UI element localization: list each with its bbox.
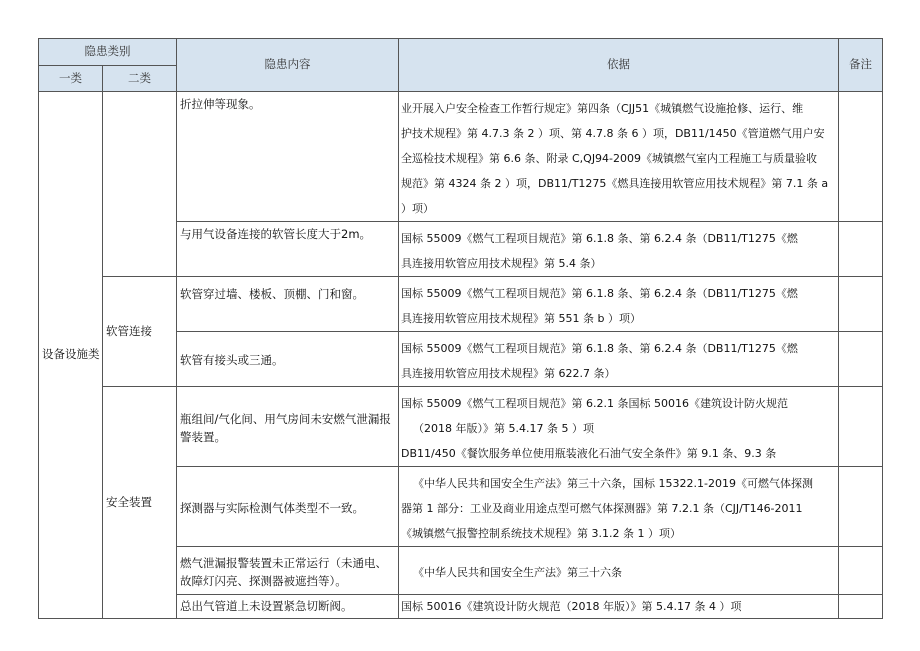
subcat-hose: 软管连接 [103,277,177,387]
basis-line: 国标 55009《燃气工程项目规范》第 6.1.8 条、第 6.2.4 条（DB11/T1275《燃 [401,287,798,300]
row-remark [839,332,883,387]
header-hazard-type: 隐患类别 [39,39,177,66]
basis-line: 业开展入户安全检查工作暂行规定》第四条（CJJ51《城镇燃气设施抢修、运行、维 [401,102,804,115]
row-remark [839,277,883,332]
basis-line: 《城镇燃气报警控制系统技术规程》第 3.1.2 条 1 ）项） [401,527,681,540]
basis-line: 具连接用软管应用技术规程》第 551 条 b ）项） [401,312,641,325]
subcat-safety: 安全装置 [103,387,177,619]
row-remark [839,387,883,467]
subcat-empty [103,92,177,277]
header-row-top [39,39,883,66]
table-row [39,387,883,467]
basis-line: 具连接用软管应用技术规程》第 622.7 条） [401,367,616,380]
row-basis [399,222,839,277]
row-basis [399,277,839,332]
basis-line: 具连接用软管应用技术规程》第 5.4 条） [401,257,602,270]
basis-line: 国标 55009《燃气工程项目规范》第 6.1.8 条、第 6.2.4 条（DB11/T1275《燃 [401,342,798,355]
basis-line: 国标 55009《燃气工程项目规范》第 6.2.1 条国标 50016《建筑设计防火规范 [401,397,788,410]
row-remark [839,547,883,595]
row-remark [839,92,883,222]
row-remark [839,467,883,547]
basis-line: 国标 50016《建筑设计防火规范（2018 年版）》第 5.4.17 条 4 ）项 [401,599,742,613]
header-remark: 备注 [839,39,883,92]
row-basis [399,595,839,619]
basis-line: 《中华人民共和国安全生产法》第三十六条 [413,566,622,579]
basis-line: 护技术规程》第 4.7.3 条 2 ）项、第 4.7.8 条 6 ）项，DB11/1450《管道燃气用户安 [401,127,825,140]
header-content: 隐患内容 [177,39,399,92]
row-basis [399,332,839,387]
table-row [39,277,883,332]
basis-line: 《中华人民共和国安全生产法》第三十六条，国标 15322.1-2019《可燃气体探测 [413,477,813,490]
basis-line: （2018 年版）》第 5.4.17 条 5 ）项 [413,422,594,435]
row-content: 软管穿过墙、楼板、顶棚、门和窗。 [177,277,399,332]
row-content: 瓶组间/气化间、用气房间未安燃气泄漏报警装置。 [177,387,399,467]
basis-line: DB11/450《餐饮服务单位使用瓶装液化石油气安全条件》第 9.1 条、9.3 条 [401,447,777,460]
basis-line: 全巡检技术规程》第 6.6 条、附录 C,QJ94-2009《城镇燃气室内工程施工与质量验收 [401,152,818,165]
header-class1: 一类 [39,66,103,92]
row-basis [399,547,839,595]
header-basis: 依据 [399,39,839,92]
basis-line: 规范》第 4324 条 2 ）项，DB11/T1275《燃具连接用软管应用技术规程》第 7.1 条 a [401,177,829,190]
row-content: 折拉伸等现象。 [177,92,399,222]
row-basis [399,387,839,467]
row-remark [839,222,883,277]
row-content: 燃气泄漏报警装置未正常运行（未通电、故障灯闪亮、探测器被遮挡等）。 [177,547,399,595]
basis-line: 国标 55009《燃气工程项目规范》第 6.1.8 条、第 6.2.4 条（DB11/T1275《燃 [401,232,798,245]
row-basis [399,467,839,547]
row-remark [839,595,883,619]
hazard-table [38,38,883,619]
basis-line: ）项） [401,202,434,215]
category1-cell: 设备设施类 [39,92,103,619]
row-content: 软管有接头或三通。 [177,332,399,387]
row-content: 总出气管道上未设置紧急切断阀。 [177,595,399,619]
row-basis [399,92,839,222]
row-content: 与用气设备连接的软管长度大于2m。 [177,222,399,277]
header-class2: 二类 [103,66,177,92]
basis-line: 器第 1 部分：工业及商业用途点型可燃气体探测器》第 7.2.1 条（CJJ/T146-2011 [401,502,803,515]
table-row [39,92,883,222]
row-content: 探测器与实际检测气体类型不一致。 [177,467,399,547]
